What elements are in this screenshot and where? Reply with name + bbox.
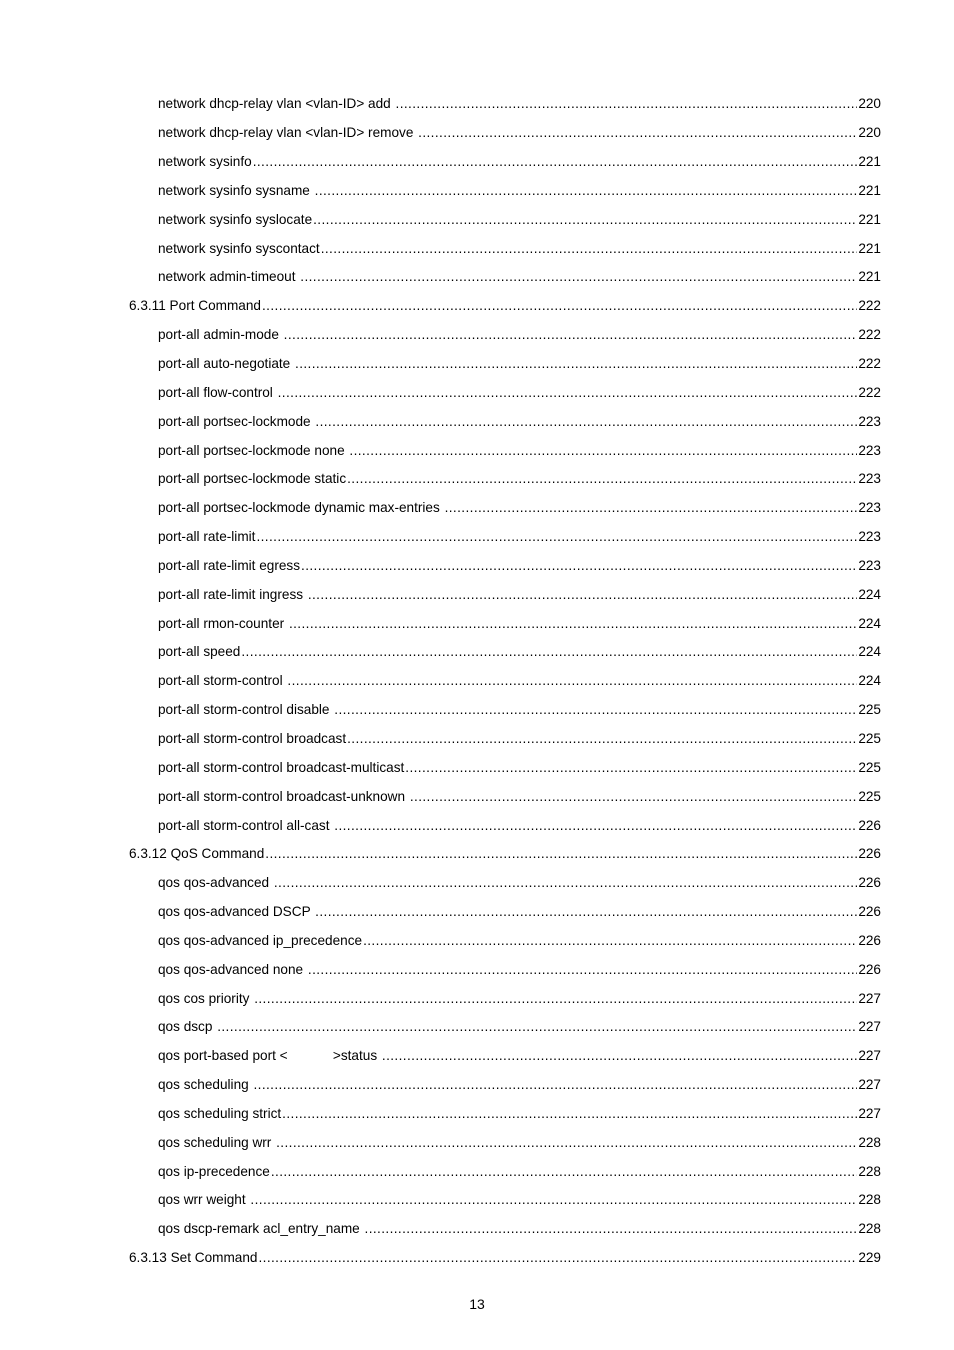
toc-dot-leader [265,846,857,862]
toc-subentry[interactable] [0,1215,954,1244]
toc-subentry[interactable] [0,494,954,523]
toc-dot-leader [347,731,857,747]
toc-dot-leader [308,587,857,603]
toc-entry-line [158,933,954,949]
toc-dot-leader [301,558,857,574]
toc-entry-title: qos dscp-remark acl_entry_name [158,1221,364,1237]
toc-subentry[interactable] [0,696,954,725]
toc-dot-leader [258,1250,857,1266]
toc-dot-leader [334,702,857,718]
toc-subentry[interactable] [0,580,954,609]
toc-entry-line [158,327,954,343]
toc-section-entry[interactable] [0,1244,954,1273]
toc-subentry[interactable] [0,782,954,811]
toc-entry-line [158,471,954,487]
toc-subentry[interactable] [0,725,954,754]
toc-dot-leader [315,414,857,430]
toc-entry-page: 222 [858,356,881,372]
toc-entry-page: 222 [858,384,881,400]
toc-dot-leader [349,443,857,459]
toc-entry-title: port-all storm-control broadcast-unknown [158,788,409,804]
toc-entry-line [158,644,954,660]
toc-entry-title: qos ip-precedence [158,1163,270,1179]
toc-dot-leader [313,212,857,228]
toc-entry-title: network sysinfo syslocate [158,211,313,227]
toc-section-entry[interactable] [0,292,954,321]
toc-entry-title: port-all rmon-counter [158,615,288,631]
toc-subentry[interactable] [0,263,954,292]
toc-entry-line [158,760,954,776]
toc-entry-title: qos qos-advanced none [158,961,307,977]
toc-dot-leader [382,1048,857,1064]
toc-dot-leader [276,1135,857,1151]
toc-dot-leader [253,154,858,170]
toc-entry-page: 220 [858,125,881,141]
toc-dot-leader [300,269,857,285]
toc-subentry[interactable] [0,1100,954,1129]
toc-dot-leader [315,904,857,920]
toc-entry-line [158,212,954,228]
toc-entry-title: 6.3.12 QoS Command [129,846,265,862]
toc-entry-page: 223 [858,529,881,545]
toc-entry-title: network sysinfo [158,154,252,170]
toc-subentry[interactable] [0,523,954,552]
toc-entry-line [158,616,954,632]
toc-subentry[interactable] [0,667,954,696]
toc-entry-line [158,125,954,141]
toc-entry-title: port-all storm-control broadcast-multicast [158,759,405,775]
toc-entry-line [158,443,954,459]
toc-entry-title: port-all flow-control [158,384,277,400]
toc-entry-page: 226 [858,846,881,862]
toc-dot-leader [418,125,857,141]
toc-entry-line [129,846,954,862]
toc-entry-title: network dhcp-relay vlan <vlan-ID> remove [158,125,418,141]
toc-entry-page: 221 [858,182,881,198]
toc-entry-page: 225 [858,788,881,804]
toc-entry-title: port-all rate-limit [158,529,256,545]
toc-entry-page: 224 [858,615,881,631]
toc-entry-page: 225 [858,702,881,718]
toc-entry-line [158,241,954,257]
toc-entry-title: qos qos-advanced [158,875,273,891]
toc-entry-line [158,269,954,285]
toc-dot-leader [308,962,857,978]
toc-entry-page: 227 [858,1105,881,1121]
toc-dot-leader [445,500,858,516]
toc-subentry[interactable] [0,378,954,407]
toc-entry-page: 227 [858,990,881,1006]
toc-subentry[interactable] [0,869,954,898]
toc-entry-page: 225 [858,730,881,746]
toc-entry-page: 226 [858,961,881,977]
toc-entry-line [158,1221,954,1237]
toc-entry-page: 225 [858,759,881,775]
toc-subentry[interactable] [0,552,954,581]
toc-dot-leader [262,298,857,314]
toc-dot-leader [282,1106,857,1122]
toc-entry-page: 223 [858,471,881,487]
toc-subentry[interactable] [0,811,954,840]
toc-entry-page: 226 [858,817,881,833]
toc-dot-leader [254,991,857,1007]
toc-entry-line [158,1106,954,1122]
toc-dot-leader [365,1221,858,1237]
toc-entry-line [158,1192,954,1208]
toc-subentry[interactable] [0,1013,954,1042]
toc-dot-leader [410,789,857,805]
toc-entry-page: 221 [858,211,881,227]
toc-entry-title: port-all admin-mode [158,327,283,343]
toc-dot-leader [271,1164,857,1180]
toc-entry-page: 221 [858,269,881,285]
toc-entry-line [158,154,954,170]
toc-entry-title: port-all storm-control disable [158,702,334,718]
toc-entry-line [158,587,954,603]
toc-entry-title: port-all auto-negotiate [158,356,295,372]
toc-entry-page: 222 [858,327,881,343]
toc-entry-title: qos cos priority [158,990,254,1006]
toc-entry-title: 6.3.13 Set Command [129,1250,258,1266]
toc-entry-line [158,962,954,978]
toc-entry-page: 223 [858,442,881,458]
toc-entry-title: port-all portsec-lockmode none [158,442,349,458]
toc-entry-title: port-all storm-control [158,673,287,689]
toc-entry-line [158,731,954,747]
toc-entry-title: port-all portsec-lockmode static [158,471,347,487]
toc-entry-line [158,818,954,834]
toc-entry-page: 220 [858,96,881,112]
toc-entry-page: 228 [858,1192,881,1208]
toc-dot-leader [274,875,857,891]
toc-subentry[interactable] [0,177,954,206]
toc-entry-line [158,1135,954,1151]
toc-entry-page: 226 [858,904,881,920]
toc-entry-line [158,875,954,891]
toc-entry-line [158,356,954,372]
toc-subentry[interactable] [0,898,954,927]
toc-entry-page: 224 [858,644,881,660]
toc-entry-title: port-all storm-control all-cast [158,817,334,833]
toc-subentry[interactable] [0,753,954,782]
toc-subentry[interactable] [0,1071,954,1100]
toc-section-entry[interactable] [0,840,954,869]
toc-dot-leader [241,644,857,660]
toc-dot-leader [321,241,858,257]
toc-entry-line [158,385,954,401]
toc-subentry[interactable] [0,1128,954,1157]
toc-entry-title: network sysinfo syscontact [158,240,320,256]
toc-entry-line [158,789,954,805]
toc-entry-title: network dhcp-relay vlan <vlan-ID> add [158,96,395,112]
toc-dot-leader [295,356,857,372]
toc-subentry[interactable] [0,955,954,984]
toc-entry-page: 229 [858,1250,881,1266]
toc-subentry[interactable] [0,90,954,119]
toc-entry-line [158,1048,954,1064]
toc-entry-page: 223 [858,557,881,573]
toc-entry-title: qos dscp [158,1019,217,1035]
toc-subentry[interactable] [0,119,954,148]
toc-entry-title: port-all speed [158,644,241,660]
toc-subentry[interactable] [0,234,954,263]
toc-subentry[interactable] [0,1042,954,1071]
toc-entry-line [158,991,954,1007]
toc-entry-page: 221 [858,240,881,256]
toc-entry-page: 224 [858,586,881,602]
toc-entry-line [158,1077,954,1093]
toc-dot-leader [217,1019,857,1035]
toc-dot-leader [284,327,858,343]
toc-entry-page: 228 [858,1163,881,1179]
page-number: 13 [469,1296,485,1312]
toc-subentry[interactable] [0,465,954,494]
toc-subentry[interactable] [0,1157,954,1186]
toc-entry-page: 228 [858,1134,881,1150]
toc-dot-leader [315,183,858,199]
toc-entry-line [158,673,954,689]
toc-entry-title: qos qos-advanced ip_precedence [158,932,363,948]
toc-subentry[interactable] [0,148,954,177]
toc-entry-title: network admin-timeout [158,269,300,285]
toc-dot-leader [253,1077,857,1093]
toc-entry-line [158,904,954,920]
toc-entry-title: port-all rate-limit egress [158,557,301,573]
toc-entry-title: qos qos-advanced DSCP [158,904,315,920]
toc-dot-leader [289,616,857,632]
toc-entry-line [158,558,954,574]
toc-entry-line [158,414,954,430]
toc-dot-leader [250,1192,857,1208]
toc-entry-title: port-all portsec-lockmode [158,413,315,429]
toc-entry-line [158,529,954,545]
toc-dot-leader [278,385,858,401]
toc-entry-page: 226 [858,932,881,948]
toc-subentry[interactable] [0,638,954,667]
toc-entry-page: 227 [858,1048,881,1064]
toc-entry-line [158,1164,954,1180]
toc-subentry[interactable] [0,926,954,955]
toc-entry-page: 221 [858,154,881,170]
table-of-contents [0,90,954,1273]
toc-subentry[interactable] [0,407,954,436]
toc-subentry[interactable] [0,321,954,350]
toc-subentry[interactable] [0,350,954,379]
toc-entry-title: qos scheduling strict [158,1105,282,1121]
toc-dot-leader [334,818,857,834]
toc-entry-line [158,702,954,718]
toc-entry-page: 227 [858,1019,881,1035]
toc-entry-line [129,1250,954,1266]
toc-dot-leader [396,96,858,112]
toc-entry-page: 227 [858,1077,881,1093]
toc-entry-title: port-all rate-limit ingress [158,586,307,602]
toc-subentry[interactable] [0,609,954,638]
toc-entry-title: qos port-based port < >status [158,1048,381,1064]
toc-entry-title: 6.3.11 Port Command [129,298,261,314]
toc-entry-page: 226 [858,875,881,891]
toc-entry-page: 223 [858,500,881,516]
toc-dot-leader [363,933,857,949]
toc-entry-line [158,500,954,516]
toc-entry-line [129,298,954,314]
toc-entry-title: qos scheduling [158,1077,253,1093]
toc-entry-page: 223 [858,413,881,429]
toc-entry-line [158,96,954,112]
toc-subentry[interactable] [0,436,954,465]
toc-entry-title: port-all portsec-lockmode dynamic max-entries [158,500,444,516]
toc-entry-title: port-all storm-control broadcast [158,730,347,746]
toc-subentry[interactable] [0,1186,954,1215]
toc-entry-page: 222 [858,298,881,314]
toc-entry-page: 224 [858,673,881,689]
toc-subentry[interactable] [0,984,954,1013]
toc-entry-page: 228 [858,1221,881,1237]
toc-entry-line [158,1019,954,1035]
toc-dot-leader [287,673,857,689]
toc-entry-title: network sysinfo sysname [158,182,314,198]
toc-dot-leader [405,760,857,776]
toc-entry-title: qos scheduling wrr [158,1134,276,1150]
toc-subentry[interactable] [0,205,954,234]
toc-entry-title: qos wrr weight [158,1192,250,1208]
toc-entry-line [158,183,954,199]
toc-dot-leader [256,529,857,545]
toc-dot-leader [347,471,857,487]
